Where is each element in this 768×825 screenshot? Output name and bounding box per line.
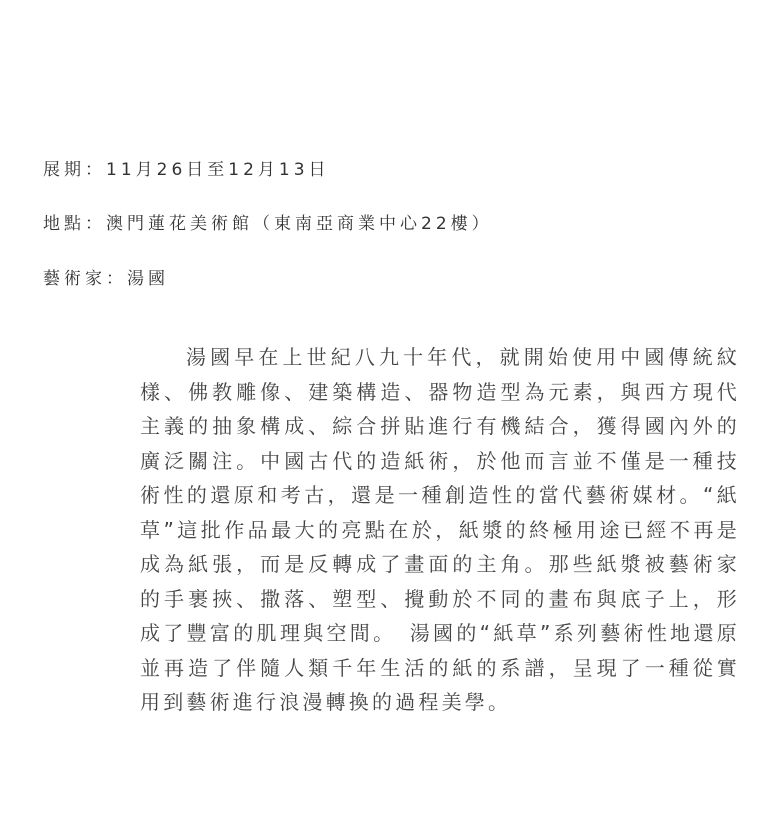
exhibition-date: 展期：11月26日至12月13日 xyxy=(43,160,330,180)
exhibition-description: 湯國早在上世紀八九十年代，就開始使用中國傳統紋樣、佛教雕像、建築構造、器物造型為元素，與西方現代主義的抽象構成、綜合拼貼進行有機結合，獲得國內外的廣泛關注。中國古代的造紙術，於他而言並不僅是一種技術性的還原和考古，還是一種創造性的當代藝術媒材。“紙草”這批作品最大的亮點在於，紙漿的終極用途已經不再是成為紙張，而是反轉成了畫面的主角。那些紙漿被藝術家的手裹挾、撒落、塑型、攪動於不同的畫布與底子上，形成了豐富的肌理與空間。 湯國的“紙草”系列藝術性地還原並再造了伴隨人類千年生活的紙的系譜，呈現了一種從實用到藝術進行浪漫轉換的過程美學。 xyxy=(140,345,740,714)
exhibition-venue: 地點：澳門蓮花美術館（東南亞商業中心22樓） xyxy=(43,214,493,234)
exhibition-artist: 藝術家：湯國 xyxy=(43,269,169,289)
